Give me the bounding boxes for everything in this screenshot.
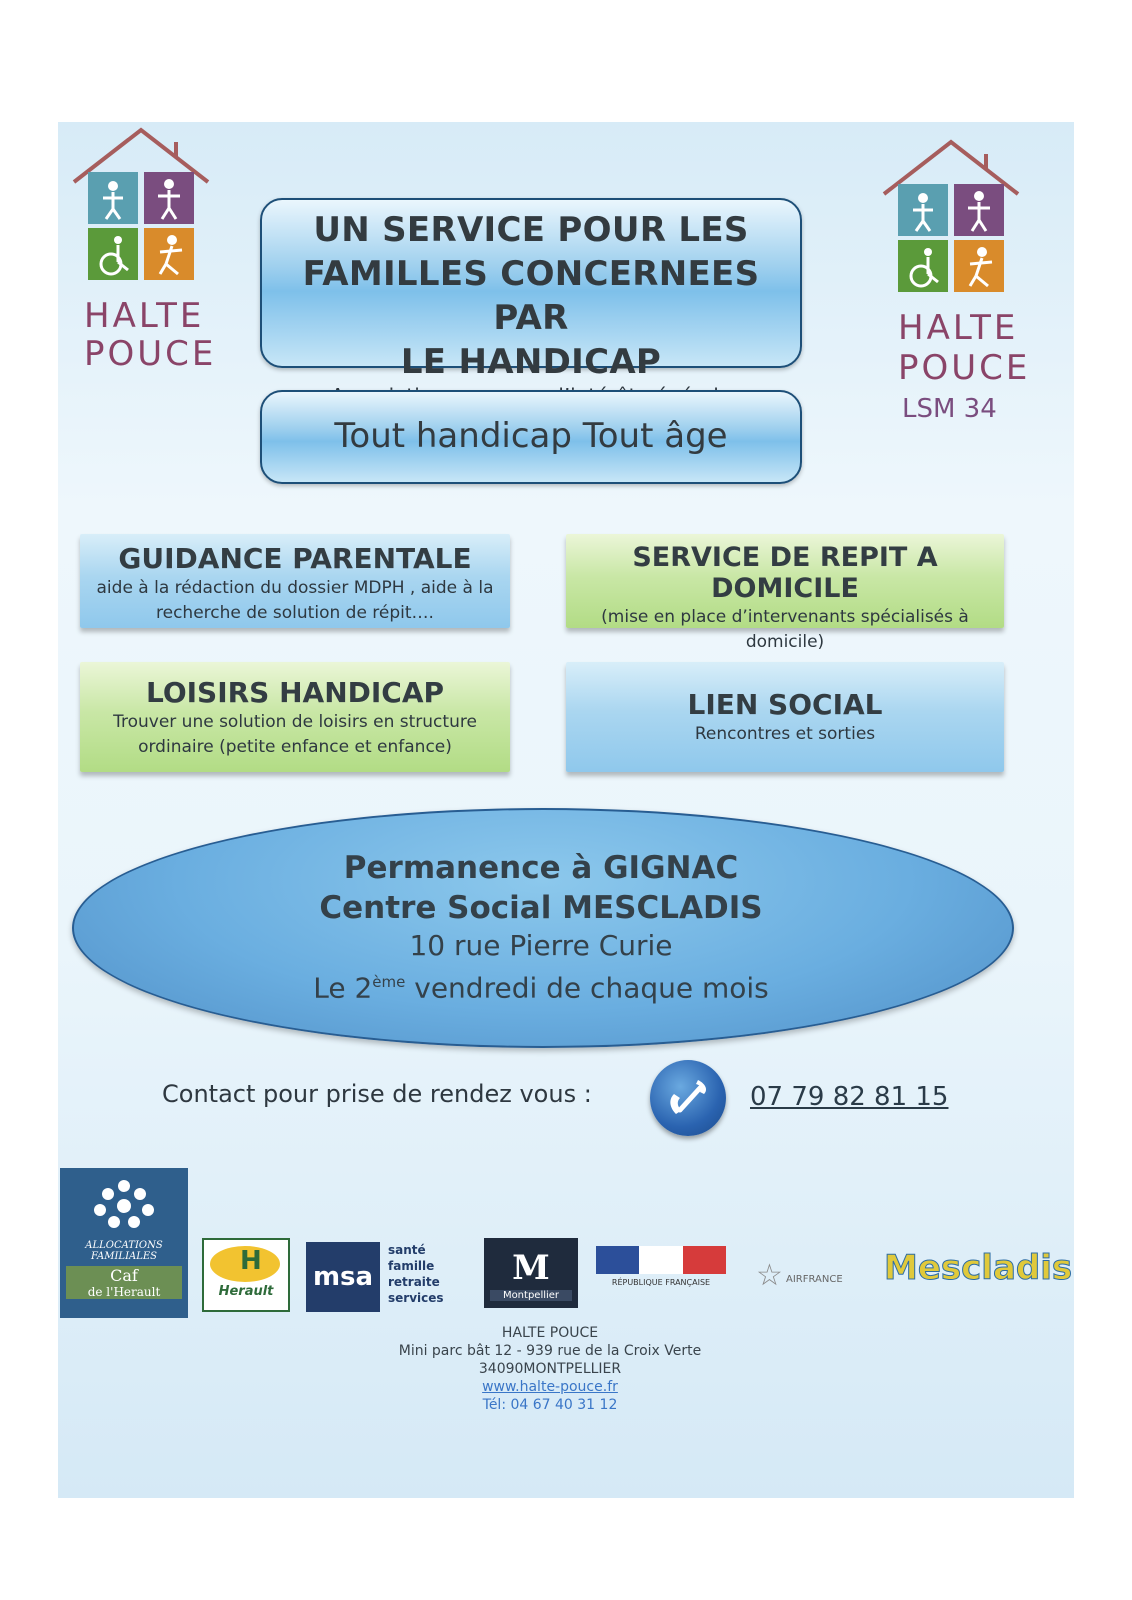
msa-line-3: retraite	[388, 1275, 440, 1289]
msa-symbol-icon: msa	[306, 1242, 380, 1312]
montpellier-logo	[484, 1238, 578, 1308]
footer-address	[300, 1324, 800, 1414]
house-logo-icon	[66, 124, 216, 294]
footer-street: Mini parc bât 12 - 939 rue de la Croix Verte	[398, 1343, 702, 1359]
service-title: SERVICE DE REPIT A DOMICILE	[632, 542, 938, 604]
service-lien-social	[566, 662, 1004, 772]
permanence-line-2: Centre Social MESCLADIS	[319, 890, 763, 926]
phone-icon[interactable]	[650, 1060, 726, 1136]
service-desc-line: (mise en place d’intervenants spécialisés à	[601, 607, 969, 627]
logo-right-name-2: POUCE	[898, 348, 1031, 388]
house-logo-icon	[876, 136, 1026, 306]
header-title-1: UN SERVICE POUR LES	[313, 210, 749, 250]
service-guidance-parentale	[80, 534, 510, 628]
service-desc-line: ordinaire (petite enfance et enfance)	[138, 737, 452, 757]
logo-left-name-1: HALTE	[84, 296, 205, 336]
msa-logo	[306, 1242, 462, 1312]
service-desc-line: recherche de solution de répit….	[156, 603, 434, 623]
footer-city: 34090MONTPELLIER	[478, 1361, 622, 1377]
header-title-3: LE HANDICAP	[400, 342, 662, 382]
permanence-day-prefix: Le 2	[313, 971, 373, 1005]
republique-text: RÉPUBLIQUE FRANÇAISE	[611, 1278, 711, 1287]
caf-logo	[60, 1168, 188, 1318]
herault-h-icon: H	[240, 1246, 262, 1276]
service-desc-line: domicile)	[745, 632, 825, 652]
permanence-line-1: Permanence à GIGNAC	[343, 850, 739, 886]
msa-line-4: services	[388, 1291, 444, 1305]
permanence-line-4	[72, 964, 1010, 1006]
montpellier-name: Montpellier	[490, 1290, 572, 1301]
service-desc-line: aide à la rédaction du dossier MDPH , aide à la	[96, 578, 494, 598]
service-title: LOISIRS HANDICAP	[145, 676, 445, 709]
website-link[interactable]: www.halte-pouce.fr	[482, 1379, 618, 1395]
permanence-info	[72, 848, 1010, 1006]
logo-right-name-1: HALTE	[898, 308, 1019, 348]
footer-name: HALTE POUCE	[501, 1325, 599, 1341]
logo-left-name-2: POUCE	[84, 334, 217, 374]
tagline-text: Tout handicap Tout âge	[334, 416, 728, 456]
header-title-2: FAMILLES CONCERNEES PAR	[302, 254, 760, 338]
herault-text: Herault	[218, 1284, 274, 1299]
permanence-day-rest: vendredi de chaque mois	[405, 971, 769, 1005]
contact-label: Contact pour prise de rendez vous :	[162, 1080, 592, 1108]
phone-number-link[interactable]: 07 79 82 81 15	[750, 1082, 949, 1112]
service-desc-line: Rencontres et sorties	[694, 724, 876, 744]
footer-tel: Tél: 04 67 40 31 12	[482, 1397, 618, 1413]
caf-text-2: FAMILIALES	[90, 1251, 158, 1262]
logo-right-lsm: LSM 34	[902, 394, 997, 424]
herault-logo	[202, 1238, 290, 1312]
service-loisirs-handicap	[80, 662, 510, 772]
header-box	[260, 198, 802, 382]
service-title: LIEN SOCIAL	[687, 688, 883, 721]
halte-pouce-logo-left	[66, 124, 216, 384]
service-title: GUIDANCE PARENTALE	[118, 542, 472, 575]
caf-people-icon	[84, 1176, 164, 1236]
permanence-day-suffix: ème	[372, 973, 406, 991]
star-icon: ☆	[756, 1258, 783, 1293]
halte-pouce-logo-right	[876, 136, 1036, 436]
airfrance-logo	[756, 1252, 866, 1302]
republique-logo	[596, 1246, 726, 1304]
montpellier-letter: M	[512, 1248, 550, 1288]
caf-text-1: ALLOCATIONS	[85, 1240, 163, 1251]
service-desc-line: Trouver une solution de loisirs en structure	[113, 712, 477, 732]
caf-text-3: Caf	[66, 1266, 182, 1285]
msa-line-2: famille	[388, 1259, 435, 1273]
airfrance-text: AIRFRANCE	[786, 1274, 843, 1285]
msa-line-1: santé	[388, 1243, 426, 1257]
service-repit-domicile	[566, 534, 1004, 652]
caf-text-4: de l'Herault	[66, 1285, 182, 1299]
permanence-line-3: 10 rue Pierre Curie	[409, 929, 673, 962]
mescladis-logo: Mescladis	[884, 1248, 1073, 1288]
tagline-box	[260, 390, 802, 484]
